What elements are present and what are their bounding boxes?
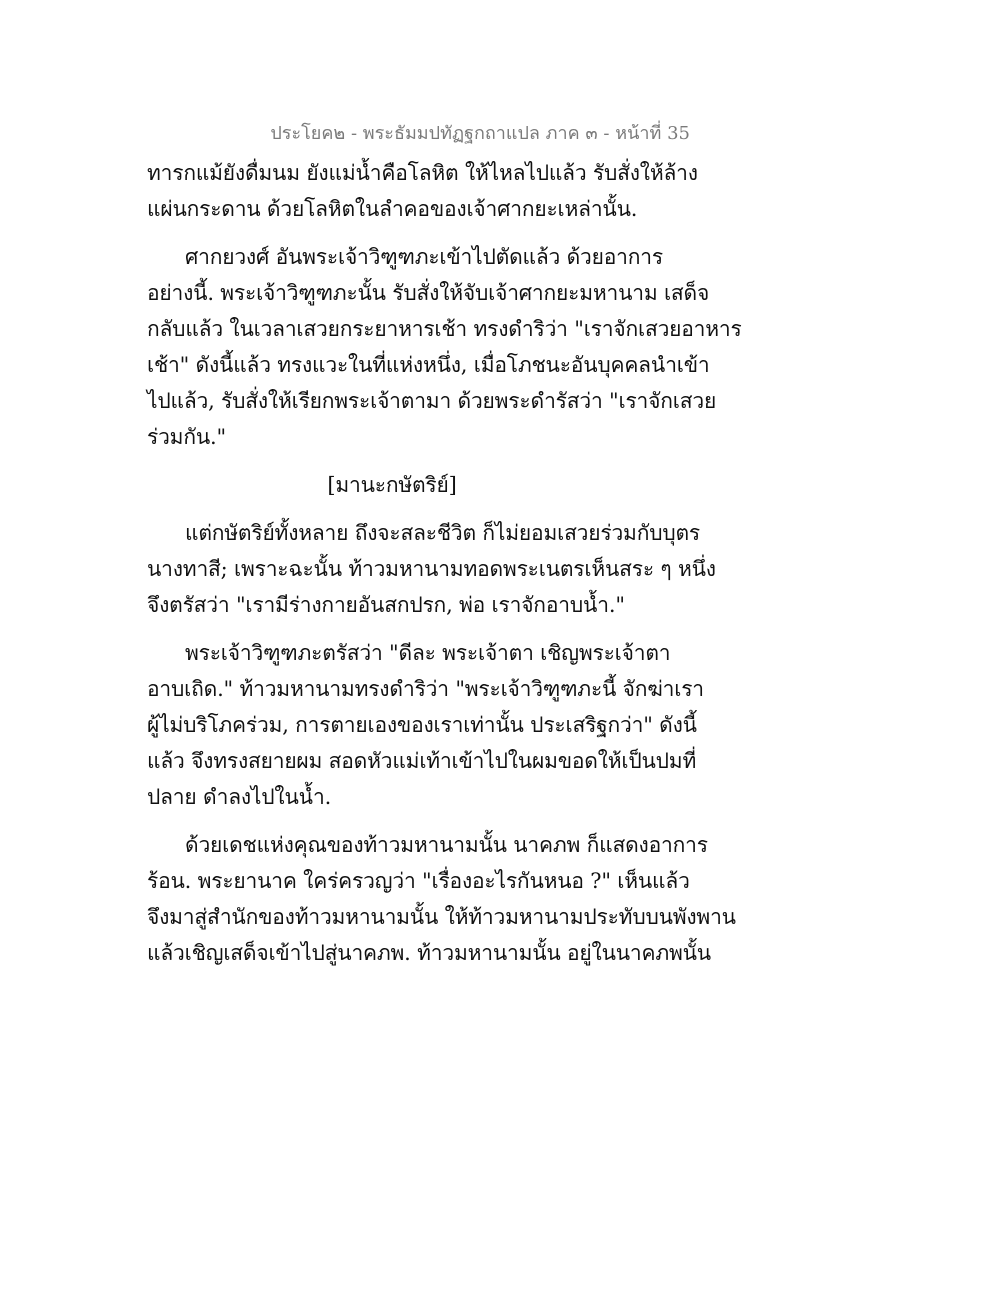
text-line: กลับแล้ว ในเวลาเสวยกระยาหารเช้า ทรงดำริว่า "เราจักเสวยอาหาร xyxy=(147,317,742,341)
text-line: พระเจ้าวิฑูฑภะตรัสว่า "ดีละ พระเจ้าตา เชิญพระเจ้าตา xyxy=(185,641,671,665)
text-line: นางทาสี; เพราะฉะนั้น ท้าวมหานามทอดพระเนตรเห็นสระ ๆ หนึ่ง xyxy=(147,557,716,581)
text-line: ศากยวงศ์ อันพระเจ้าวิฑูฑภะเข้าไปตัดแล้ว ด้วยอาการ xyxy=(185,245,663,269)
paragraph xyxy=(147,155,707,227)
text-line: อย่างนี้. พระเจ้าวิฑูฑภะนั้น รับสั่งให้จับเจ้าศากยะมหานาม เสด็จ xyxy=(147,281,710,305)
text-line: ปลาย ดำลงไปในน้ำ. xyxy=(147,785,332,809)
text-line: แล้ว จึงทรงสยายผม สอดหัวแม่เท้าเข้าไปในผมขอดให้เป็นปมที่ xyxy=(147,749,697,773)
text-line: ร่วมกัน." xyxy=(147,425,226,449)
text-line: จึงมาสู่สำนักของท้าวมหานามนั้น ให้ท้าวมหานามประทับบนพังพาน xyxy=(147,905,736,929)
text-line: จึงตรัสว่า "เรามีร่างกายอันสกปรก, พ่อ เราจักอาบน้ำ." xyxy=(147,593,625,617)
text-line: ผู้ไม่บริโภคร่วม, การตายเองของเราเท่านั้น ประเสริฐกว่า" ดังนี้ xyxy=(147,713,697,737)
paragraph xyxy=(147,515,716,623)
text-line: ร้อน. พระยานาค ใคร่ครวญว่า "เรื่องอะไรกันหนอ ?" เห็นแล้ว xyxy=(147,869,690,893)
text-line: แล้วเชิญเสด็จเข้าไปสู่นาคภพ. ท้าวมหานามนั้น อยู่ในนาคภพนั้น xyxy=(147,941,711,965)
running-header: ประโยค๒ - พระธัมมปทัฏฐกถาแปล ภาค ๓ - หน้าที่ 35 xyxy=(270,123,690,144)
text-line: เช้า" ดังนี้แล้ว ทรงแวะในที่แห่งหนึ่ง, เมื่อโภชนะอันบุคคลนำเข้า xyxy=(147,353,710,377)
text-line: ทารกแม้ยังดื่มนม ยังแม่น้ำคือโลหิต ให้ไหลไปแล้ว รับสั่งให้ล้าง xyxy=(147,161,698,185)
section-heading: [มานะกษัตริย์] xyxy=(327,473,457,497)
text-line: ด้วยเดชแห่งคุณของท้าวมหานามนั้น นาคภพ ก็แสดงอาการ xyxy=(185,833,708,857)
text-line: ไปแล้ว, รับสั่งให้เรียกพระเจ้าตามา ด้วยพระดำรัสว่า "เราจักเสวย xyxy=(147,389,717,413)
body-text xyxy=(147,155,742,971)
paragraph xyxy=(147,827,736,971)
text-line: แผ่นกระดาน ด้วยโลหิตในลำคอของเจ้าศากยะเหล่านั้น. xyxy=(147,197,638,221)
text-line: อาบเถิด." ท้าวมหานามทรงดำริว่า "พระเจ้าวิฑูฑภะนี้ จักฆ่าเรา xyxy=(147,677,704,701)
paragraph xyxy=(147,239,742,455)
paragraph xyxy=(147,635,707,815)
text-line: แต่กษัตริย์ทั้งหลาย ถึงจะสละชีวิต ก็ไม่ยอมเสวยร่วมกับบุตร xyxy=(185,521,700,545)
